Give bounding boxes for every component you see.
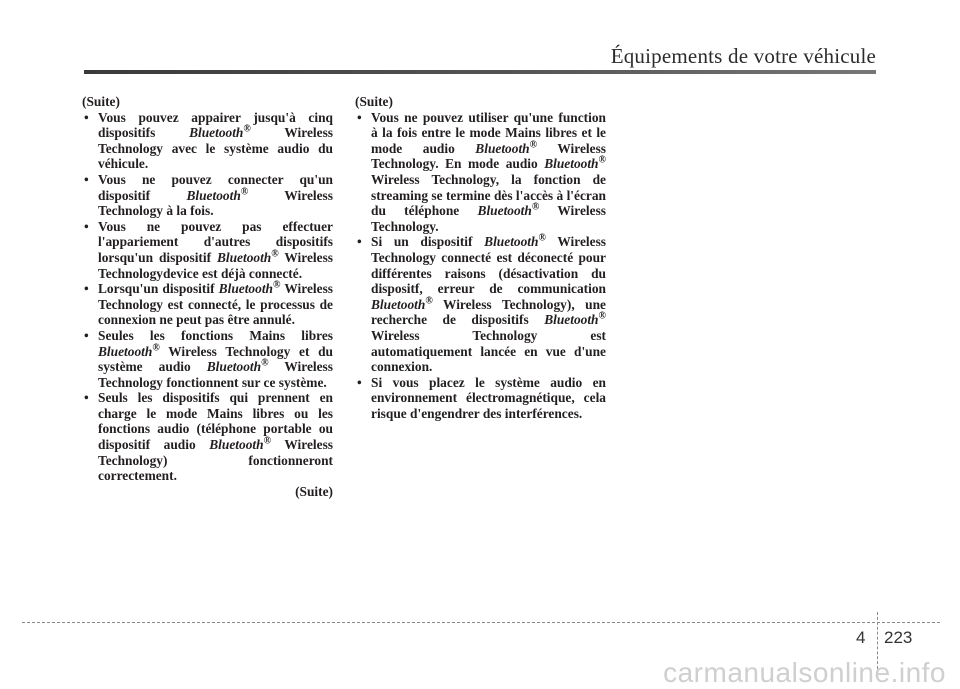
watermark-logo-text: carmanualsonline.info [663, 657, 946, 688]
registered-mark: ® [273, 279, 281, 291]
bullet-text: Wireless Technology et du système audio [98, 343, 333, 375]
registered-mark: ® [271, 248, 279, 260]
registered-mark: ® [243, 123, 251, 135]
bullet-item [82, 219, 333, 281]
bullet-text: Wireless Technology), une recherche de dispositifs [371, 296, 606, 328]
registered-mark: ® [263, 435, 272, 447]
bluetooth-term: Bluetooth [98, 343, 153, 359]
bullet-text: Wireless Technology est automatiquement lancée en vue d'une connexion. [371, 327, 606, 375]
bullet-item [82, 172, 333, 219]
bullet-text: Vous ne pouvez connecter qu'un dispositif [98, 171, 333, 203]
left-bullet-list [82, 110, 333, 484]
bluetooth-term: Bluetooth [371, 296, 426, 312]
bullet-item [355, 110, 606, 235]
continued-label-bottom: (Suite) [295, 483, 333, 499]
registered-mark: ® [152, 342, 160, 354]
bullet-text: Wireless Technologydevice est déjà connecté. [98, 249, 333, 281]
bluetooth-term: Bluetooth [186, 187, 241, 203]
bullet-item [82, 281, 333, 328]
bullet-text: Vous ne pouvez pas effectuer l'appariement d'autres dispositifs lorsqu'un dispositif [98, 218, 333, 265]
registered-mark: ® [425, 295, 433, 307]
registered-mark: ® [261, 357, 269, 369]
bullet-item [355, 375, 606, 422]
bullet-text: Lorsqu'un dispositif [98, 281, 219, 297]
registered-mark: ® [529, 139, 538, 151]
chapter-number: 4 [856, 628, 866, 647]
bullet-text: Seules les fonctions Mains libres [98, 327, 333, 343]
bluetooth-term: Bluetooth [189, 125, 244, 141]
bullet-item [82, 390, 333, 484]
bluetooth-term: Bluetooth [218, 281, 273, 297]
bluetooth-term: Bluetooth [544, 312, 599, 328]
bullet-text: Vous pouvez appairer jusqu'à cinq dispositifs [98, 109, 333, 141]
bullet-text: Si vous placez le système audio en environnement électromagnétique, cela risque d'engendrer des interférences. [371, 374, 606, 421]
bluetooth-term: Bluetooth [475, 140, 530, 156]
bullet-text: Wireless Technology avec le système audio du véhicule. [98, 125, 333, 172]
registered-mark: ® [598, 310, 606, 322]
page-header-title: Équipements de votre véhicule [610, 44, 876, 68]
bullet-item [82, 110, 333, 172]
bullet-item [82, 328, 333, 390]
bullet-text: Wireless Technology. En mode audio [371, 140, 606, 172]
bluetooth-term: Bluetooth [216, 249, 272, 265]
header-rule [84, 70, 876, 74]
bullet-text: Wireless Technology, la fonction de streaming se termine dès l'accès à l'écran du téléphone [371, 171, 606, 219]
continued-label-top: (Suite) [82, 94, 120, 109]
bullet-text: Wireless Technology à la fois. [98, 187, 333, 219]
bullet-text: Wireless Technology) fonctionneront correctement. [98, 437, 333, 484]
bluetooth-term: Bluetooth [484, 234, 539, 250]
bullet-text: Seuls les dispositifs qui prennent en charge le mode Mains libres ou les fonctions audio (téléphone portable ou dispositif audio [98, 390, 333, 453]
left-column [82, 94, 333, 499]
right-column [355, 94, 606, 421]
footer-dashed-rule [22, 622, 940, 623]
continued-label-top: (Suite) [355, 94, 393, 109]
bullet-text: Wireless Technology fonctionnent sur ce système. [98, 359, 333, 390]
bullet-text: Vous ne pouvez utiliser qu'une function à la fois entre le mode Mains libres et le mode audio [371, 109, 606, 156]
registered-mark: ® [598, 154, 606, 166]
bullet-text: Wireless Technology est connecté, le processus de connexion ne peut pas être annulé. [98, 281, 333, 328]
bullet-item [355, 234, 606, 374]
registered-mark: ® [538, 232, 546, 244]
bluetooth-term: Bluetooth [544, 156, 599, 172]
bullet-text: Wireless Technology. [371, 203, 606, 234]
bluetooth-term: Bluetooth [477, 203, 532, 219]
registered-mark: ® [531, 201, 540, 213]
bluetooth-term: Bluetooth [209, 437, 264, 453]
right-bullet-list [355, 110, 606, 422]
bluetooth-term: Bluetooth [206, 359, 262, 375]
bullet-text: Si un dispositif [371, 234, 485, 250]
page-number: 223 [884, 628, 913, 647]
registered-mark: ® [240, 186, 249, 198]
bullet-text: Wireless Technology connecté est déconecté pour différentes raisons (désactivation du dispositf, erreur de communication [371, 234, 606, 297]
